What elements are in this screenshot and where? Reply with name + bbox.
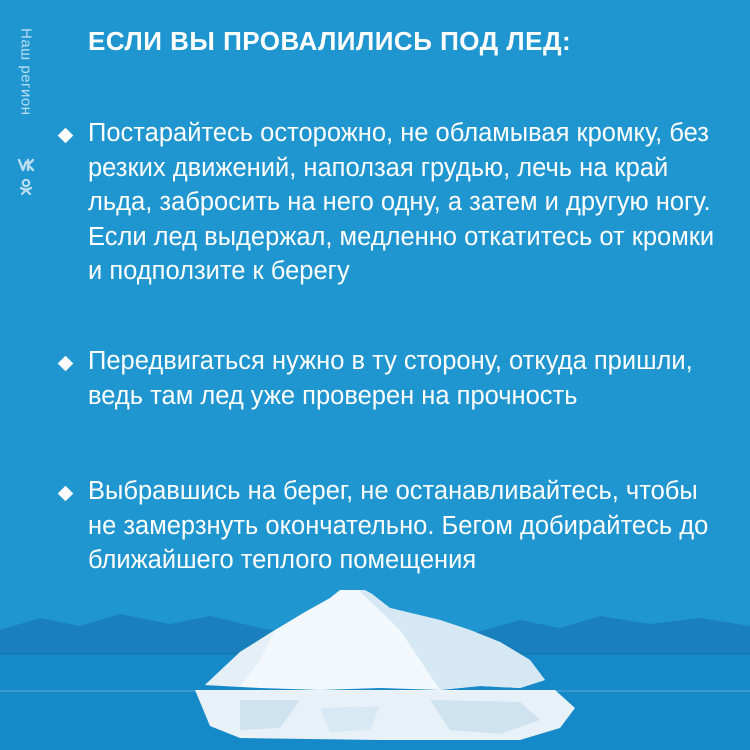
region-label: Наш регион [17,28,35,116]
page-title: ЕСЛИ ВЫ ПРОВАЛИЛИСЬ ПОД ЛЕД: [88,26,572,56]
list-item-text: Передвигаться нужно в ту сторону, откуда пришли, ведь там лед уже проверен на прочность [88,347,693,410]
vk-icon[interactable] [17,158,35,172]
list-item-text: Выбравшись на берег, не останавливайтесь, чтобы не замерзнуть окончательно. Бегом добирайтесь до ближайшего теплого помещения [88,477,709,574]
diamond-bullet-icon [58,356,74,372]
sidebar [12,28,40,198]
diamond-bullet-icon [58,486,74,502]
ok-icon[interactable] [18,178,34,196]
social-logos [16,158,36,196]
diamond-bullet-icon [58,128,74,144]
iceberg-scene [0,590,750,750]
list-item-text: Постарайтесь осторожно, не обламывая кромку, без резких движений, наползая грудью, лечь на край льда, забросить на него одну, а затем и другую ногу. Если лед выдержал, медленно откатитесь от кромки и подползите к берегу [88,119,715,285]
